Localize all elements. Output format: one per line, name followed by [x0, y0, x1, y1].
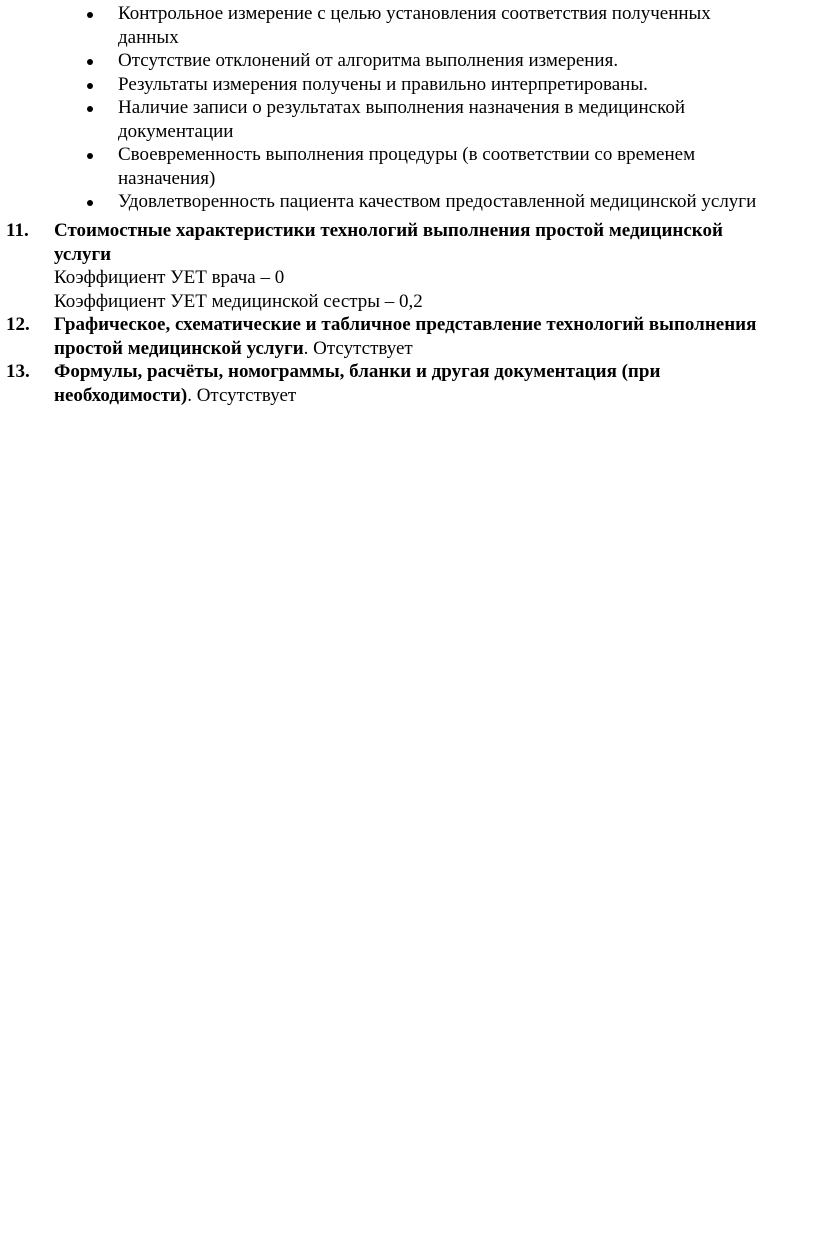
list-item [0, 190, 816, 214]
list-item [0, 49, 816, 73]
list-item [0, 73, 816, 97]
section-heading-line-with-tail [54, 384, 816, 408]
list-item-line: Результаты измерения получены и правильно интерпретированы. [118, 73, 648, 95]
list-item [0, 143, 816, 190]
coef-nurse-text: Коэффициент УЕТ медицинской сестры – 0,2 [54, 290, 423, 312]
section-heading-line: Формулы, расчёты, номограммы, бланки и другая документация (при [54, 361, 661, 382]
bullet-icon [87, 106, 93, 112]
bullet-icon [87, 153, 93, 159]
coef-doctor-text: Коэффициент УЕТ врача – 0 [54, 267, 285, 288]
list-item-line: назначения) [118, 167, 216, 189]
list-item [0, 96, 816, 143]
list-item-line: Своевременность выполнения процедуры (в соответствии со временем [118, 144, 696, 165]
section-tail-text: . Отсутствует [303, 337, 413, 359]
list-item-line: данных [118, 26, 179, 48]
section-number: 11. [6, 220, 29, 241]
section-number: 12. [6, 314, 30, 335]
list-item-line: Наличие записи о результатах выполнения назначения в медицинской [118, 97, 686, 118]
section-heading-text: простой медицинской услуги [54, 337, 304, 359]
bullet-icon [87, 12, 93, 18]
section-12-graphics [0, 313, 816, 360]
criteria-list [0, 2, 816, 214]
list-item-line: Контрольное измерение с целью установления соответствия полученных [118, 3, 711, 24]
bullet-icon [87, 83, 93, 89]
list-item-line: Удовлетворенность пациента качеством предоставленной медицинской услуги [118, 191, 757, 212]
list-item-line: документации [118, 120, 234, 142]
bullet-icon [87, 200, 93, 206]
section-tail-text: . Отсутствует [187, 384, 297, 406]
section-heading-line: Графическое, схематические и табличное представление технологий выполнения [54, 314, 757, 335]
bullet-icon [87, 59, 93, 65]
section-heading-line: Стоимостные характеристики технологий выполнения простой медицинской [54, 220, 723, 241]
section-heading-line: услуги [54, 243, 112, 265]
list-item [0, 2, 816, 49]
section-heading-line-with-tail [54, 337, 816, 361]
section-13-formulas [0, 360, 816, 407]
section-heading-text: необходимости) [54, 384, 188, 406]
numbered-sections [0, 219, 816, 407]
list-item-line: Отсутствие отклонений от алгоритма выполнения измерения. [118, 50, 619, 71]
section-number: 13. [6, 361, 30, 382]
section-11-cost [0, 219, 816, 313]
